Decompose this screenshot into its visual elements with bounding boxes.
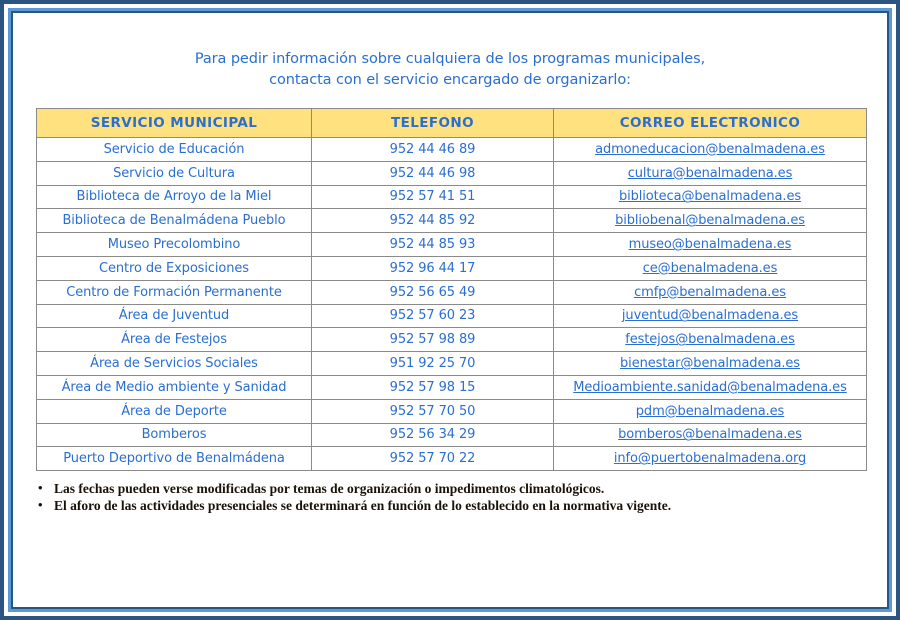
cell-email (554, 233, 867, 257)
cell-phone-number: 951 92 25 70 (312, 352, 554, 376)
column-header-phone: TELEFONO (312, 109, 554, 138)
notes-list (32, 480, 884, 514)
cell-email (554, 185, 867, 209)
cell-email (554, 328, 867, 352)
table-row (37, 304, 867, 328)
cell-service-name: Centro de Exposiciones (37, 256, 312, 280)
cell-phone-number: 952 57 98 89 (312, 328, 554, 352)
cell-email (554, 256, 867, 280)
email-link[interactable]: Medioambiente.sanidad@benalmadena.es (573, 379, 847, 395)
email-link[interactable]: cmfp@benalmadena.es (634, 284, 786, 300)
intro-line-1: Para pedir información sobre cualquiera de los programas municipales, (194, 51, 706, 67)
cell-service-name: Área de Servicios Sociales (37, 352, 312, 376)
table-row (37, 256, 867, 280)
cell-phone-number: 952 56 65 49 (312, 280, 554, 304)
intro-paragraph (0, 49, 900, 91)
table-row (37, 161, 867, 185)
cell-service-name: Área de Deporte (37, 399, 312, 423)
cell-email (554, 138, 867, 162)
intro-line-2: contacta con el servicio encargado de organizarlo: (269, 72, 631, 88)
email-link[interactable]: festejos@benalmadena.es (625, 332, 795, 348)
table-row (37, 352, 867, 376)
table-row (37, 138, 867, 162)
table-row (37, 209, 867, 233)
table-header-row (37, 109, 867, 138)
cell-phone-number: 952 44 85 92 (312, 209, 554, 233)
table-row (37, 233, 867, 257)
email-link[interactable]: biblioteca@benalmadena.es (618, 189, 802, 205)
cell-email (554, 352, 867, 376)
cell-email (554, 161, 867, 185)
cell-service-name: Servicio de Cultura (37, 161, 312, 185)
cell-service-name: Servicio de Educación (37, 138, 312, 162)
cell-service-name: Museo Precolombino (37, 233, 312, 257)
municipal-services-table (36, 108, 867, 471)
email-link[interactable]: juventud@benalmadena.es (621, 308, 799, 324)
cell-phone-number: 952 44 85 93 (312, 233, 554, 257)
column-header-service: SERVICIO MUNICIPAL (37, 109, 312, 138)
cell-phone-number: 952 57 70 22 (312, 447, 554, 471)
email-link[interactable]: ce@benalmadena.es (642, 260, 778, 276)
cell-phone-number: 952 57 60 23 (312, 304, 554, 328)
column-header-email: CORREO ELECTRONICO (554, 109, 867, 138)
cell-email (554, 280, 867, 304)
cell-phone-number: 952 44 46 98 (312, 161, 554, 185)
cell-service-name: Puerto Deportivo de Benalmádena (37, 447, 312, 471)
email-link[interactable]: admoneducacion@benalmadena.es (595, 141, 825, 157)
email-link[interactable]: bibliobenal@benalmadena.es (615, 213, 805, 229)
note-item: • Las fechas pueden verse modificadas por temas de organización o impedimentos climatológicos. (54, 480, 884, 497)
cell-service-name: Área de Juventud (37, 304, 312, 328)
table-row (37, 399, 867, 423)
cell-email (554, 399, 867, 423)
email-link[interactable]: bienestar@benalmadena.es (620, 356, 800, 372)
cell-service-name: Biblioteca de Arroyo de la Miel (37, 185, 312, 209)
cell-phone-number: 952 57 98 15 (312, 375, 554, 399)
email-link[interactable]: pdm@benalmadena.es (635, 403, 785, 419)
cell-service-name: Bomberos (37, 423, 312, 447)
cell-email (554, 447, 867, 471)
email-link[interactable]: info@puertobenalmadena.org (613, 451, 807, 467)
cell-phone-number: 952 56 34 29 (312, 423, 554, 447)
cell-service-name: Área de Festejos (37, 328, 312, 352)
cell-service-name: Centro de Formación Permanente (37, 280, 312, 304)
table-row (37, 447, 867, 471)
cell-phone-number: 952 57 41 51 (312, 185, 554, 209)
email-link[interactable]: museo@benalmadena.es (628, 237, 792, 253)
table-row (37, 280, 867, 304)
cell-service-name: Área de Medio ambiente y Sanidad (37, 375, 312, 399)
table-row (37, 185, 867, 209)
email-link[interactable]: cultura@benalmadena.es (627, 165, 793, 181)
table-body (37, 138, 867, 471)
table-row (37, 423, 867, 447)
email-link[interactable]: bomberos@benalmadena.es (618, 427, 802, 443)
cell-email (554, 304, 867, 328)
cell-email (554, 209, 867, 233)
cell-phone-number: 952 44 46 89 (312, 138, 554, 162)
table-row (37, 328, 867, 352)
cell-email (554, 423, 867, 447)
cell-email (554, 375, 867, 399)
cell-phone-number: 952 96 44 17 (312, 256, 554, 280)
table-row (37, 375, 867, 399)
cell-phone-number: 952 57 70 50 (312, 399, 554, 423)
cell-service-name: Biblioteca de Benalmádena Pueblo (37, 209, 312, 233)
note-item: • El aforo de las actividades presenciales se determinará en función de lo establecido en la normativa vigente. (54, 497, 884, 514)
